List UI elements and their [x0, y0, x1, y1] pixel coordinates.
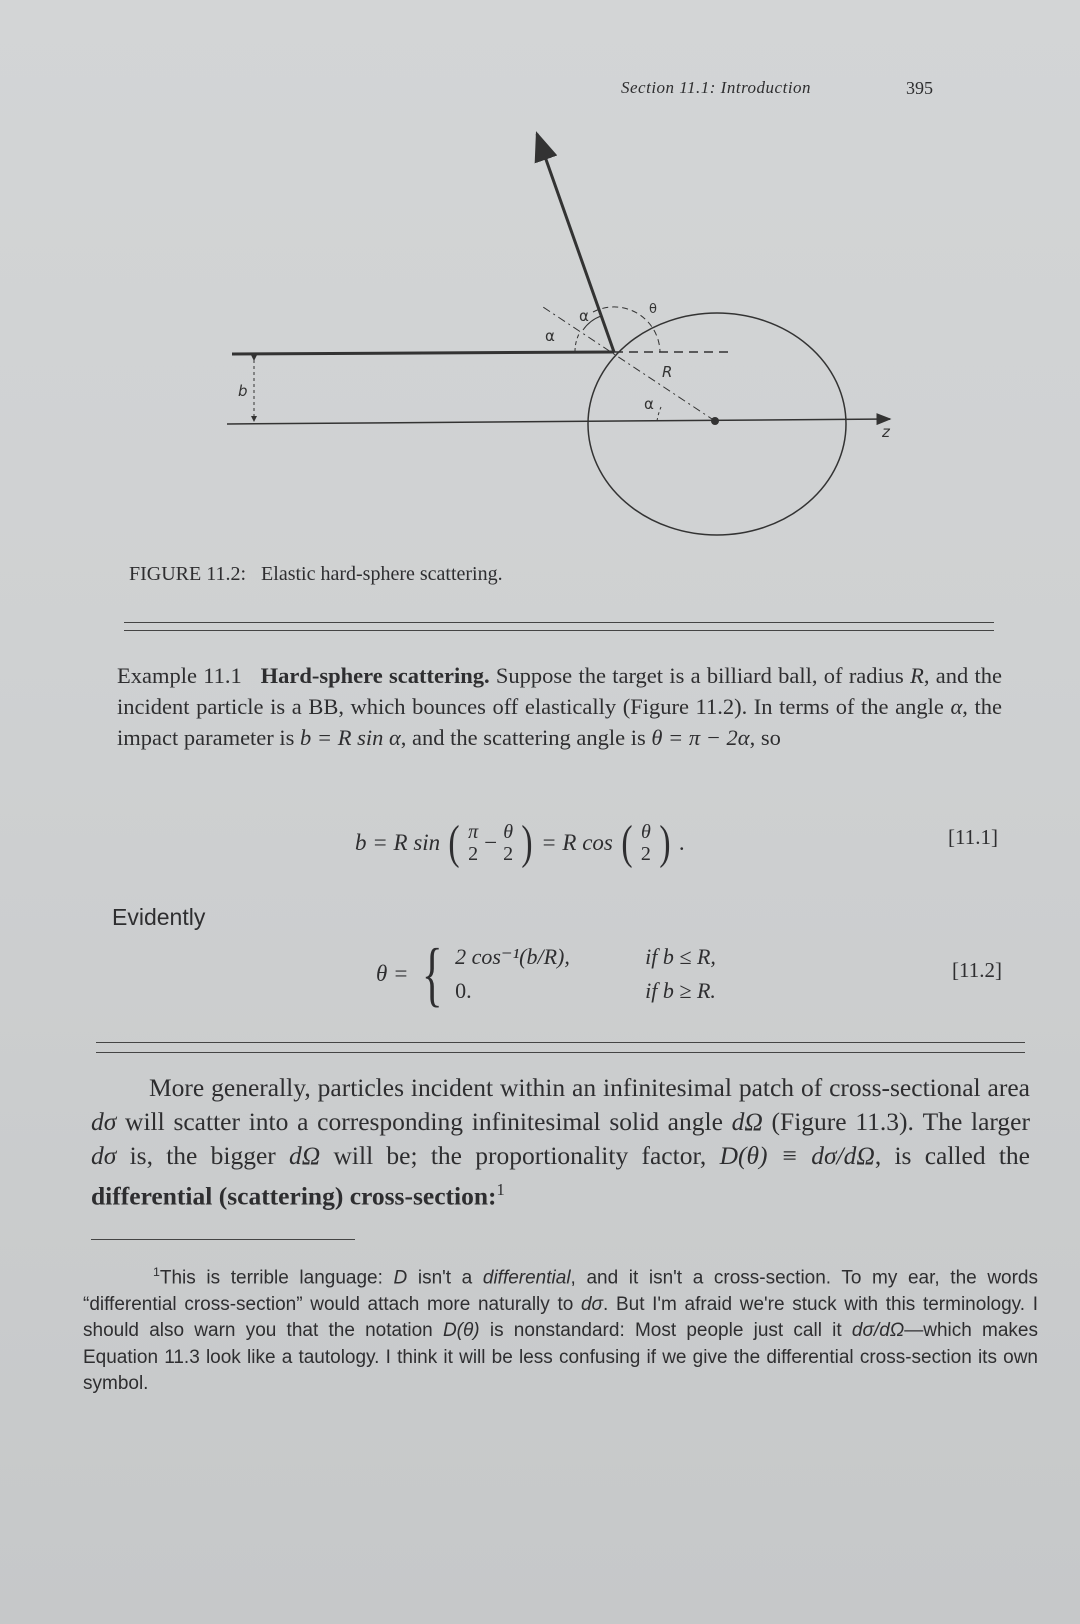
footnote-marker: 1	[153, 1265, 160, 1279]
term: differential (scattering) cross-section:	[91, 1181, 497, 1211]
math: D(θ) ≡ dσ/dΩ	[719, 1141, 875, 1170]
math: 0.	[455, 978, 472, 1003]
math: α	[950, 694, 963, 719]
example-block	[117, 660, 1002, 753]
text: (Figure 11.3). The larger	[762, 1107, 1030, 1136]
math: θ	[640, 820, 651, 843]
math: if b ≤ R,	[645, 944, 716, 969]
body-paragraph	[91, 1071, 1030, 1214]
math: dΩ	[731, 1107, 763, 1136]
math: θ	[503, 820, 514, 843]
text: , and the incident particle is a BB, which bounces off elastically (Figure 11.2). In terms of the angle	[117, 663, 1003, 719]
label-alpha-left: α	[545, 327, 555, 345]
normal-line	[540, 305, 715, 421]
figure-caption	[129, 563, 503, 586]
math: dσ	[91, 1141, 117, 1170]
footnote-marker: 1	[496, 1180, 505, 1199]
label-z: z	[882, 423, 890, 441]
math: b = R sin α	[300, 725, 401, 750]
math: dσ	[580, 1293, 603, 1315]
equation-number: [11.1]	[948, 825, 998, 849]
rule	[124, 622, 994, 623]
text: is, the bigger	[116, 1141, 290, 1170]
label-b: b	[238, 382, 248, 400]
text: Suppose the target is a billiard ball, of radius	[489, 663, 911, 688]
footnote-rule	[91, 1239, 355, 1240]
alpha-arc	[575, 332, 580, 352]
math: R	[910, 663, 924, 688]
example-number: Example 11.1	[117, 663, 242, 688]
rule	[96, 1042, 1025, 1043]
scattering-figure	[0, 0, 1080, 560]
text: , the impact parameter is	[117, 694, 1002, 750]
text: differential	[482, 1267, 571, 1289]
text: , so	[749, 725, 781, 750]
equation-11-2: θ = { 2 cos⁻¹(b/R), if b ≤ R, 0. if b ≥ R.	[376, 934, 716, 1014]
text: , and it isn't a cross-section. To my ear, the words “differential cross-section” would attach more naturally to	[83, 1267, 1038, 1315]
running-header: Section 11.1: Introduction	[621, 78, 812, 97]
math: θ =	[376, 961, 409, 986]
alpha-arc-3	[657, 407, 661, 421]
label-alpha-top: α	[579, 307, 589, 325]
text: More generally, particles incident within an infinitesimal patch of cross-sectional area	[149, 1073, 1030, 1102]
equation-number: [11.2]	[952, 958, 1002, 982]
math: dσ	[91, 1107, 117, 1136]
text: This is terrible language:	[159, 1267, 394, 1289]
math: D(θ)	[442, 1320, 480, 1342]
equation-11-1: b = R sin ( π 2 − θ 2 ) = R cos ( θ 2 ) .	[355, 816, 685, 869]
math: 2	[468, 842, 479, 865]
text: will scatter into a corresponding infinitesimal solid angle	[116, 1107, 732, 1136]
z-axis	[227, 419, 890, 424]
math: .	[678, 829, 685, 855]
page-number: 395	[906, 78, 933, 98]
incident-path	[232, 352, 614, 354]
math: D	[393, 1267, 408, 1289]
math: −	[484, 829, 498, 855]
math: π	[468, 820, 479, 843]
label-r: R	[662, 363, 673, 381]
math: dσ/dΩ	[851, 1320, 905, 1342]
math: = R cos	[541, 829, 613, 855]
text: is nonstandard: Most people just call it	[479, 1320, 852, 1342]
rule	[124, 630, 994, 631]
rule	[96, 1052, 1025, 1053]
text: , is called the	[874, 1141, 1030, 1170]
math: 2	[640, 842, 651, 865]
evidently-text: Evidently	[112, 904, 206, 930]
scattered-path	[537, 134, 614, 352]
caption-text: Elastic hard-sphere scattering.	[261, 563, 503, 585]
text: , and the scattering angle is	[400, 725, 652, 750]
text: will be; the proportionality factor,	[320, 1141, 720, 1170]
math: if b ≥ R.	[645, 978, 716, 1003]
math: θ = π − 2α	[651, 725, 750, 750]
math: 2 cos⁻¹(b/R),	[455, 944, 570, 969]
caption-label: FIGURE 11.2:	[129, 563, 247, 585]
math: dΩ	[289, 1141, 321, 1170]
math: 2	[503, 842, 514, 865]
text: —which makes Equation 11.3 look like a tautology. I think it will be less confusing if we give the differential cross-section its own symbol.	[83, 1320, 1038, 1395]
math: b = R sin	[355, 829, 441, 855]
label-alpha-center: α	[644, 395, 654, 413]
footnote	[83, 1259, 1038, 1398]
text: . But I'm afraid we're stuck with this terminology. I should also warn you that the notation	[83, 1293, 1038, 1342]
example-title: Hard-sphere scattering.	[260, 663, 490, 688]
label-theta: θ	[649, 302, 657, 317]
text: isn't a	[407, 1267, 483, 1289]
